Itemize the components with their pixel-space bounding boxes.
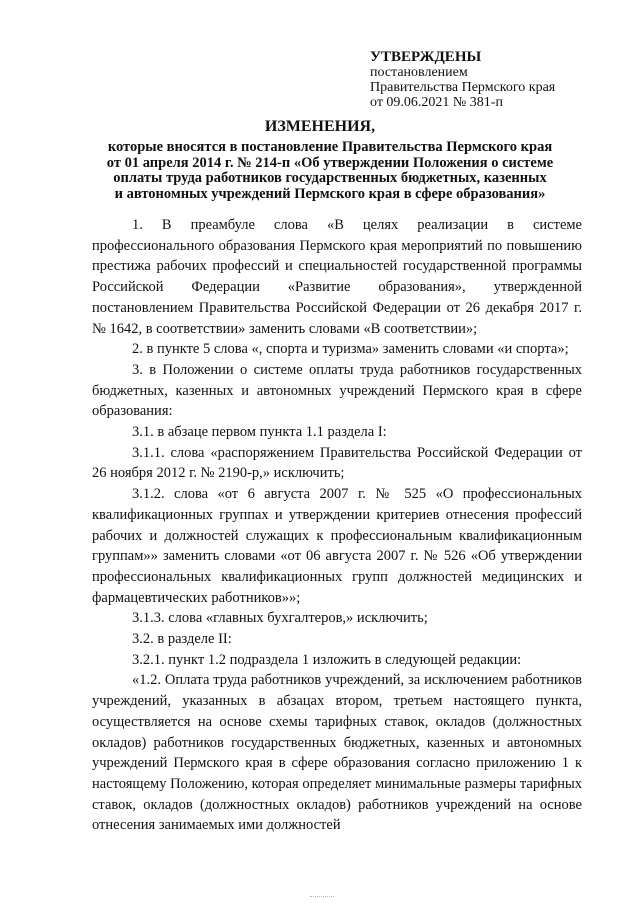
subtitle-line: которые вносятся в постановление Правительства Пермского края	[107, 139, 553, 155]
subtitle-line: от 01 апреля 2014 г. № 214-п «Об утверждении Положения о системе	[106, 154, 554, 171]
approval-date-number: от 09.06.2021 № 381-п	[370, 95, 503, 110]
subtitle-line: и автономных учреждений Пермского края в сфере образования»	[114, 185, 546, 202]
approval-title: УТВЕРЖДЕНЫ	[370, 49, 482, 65]
paragraph-3-2: 3.2. в разделе II:	[132, 631, 232, 648]
document-body	[92, 215, 582, 836]
paragraph-3: 3. в Положении о системе оплаты труда работников государственных бюджетных, казенных и автономных учреждений Пермского края в сфере образования:	[92, 361, 582, 420]
subtitle-line: оплаты труда работников государственных бюджетных, казенных	[113, 170, 547, 186]
paragraph-1: 1. В преамбуле слова «В целях реализации в системе профессионального образования Пермского края мероприятий по повышению престижа рабочих профессий и специальностей государственной программы Российской Федерации «Развитие образования», утвержденной постановлением Правительства Российской Федерации от 26 декабря 2017 г. № 1642, в соответствии» заменить словами «В соответствии»;	[92, 217, 582, 337]
paragraph-1-2-text: «1.2. Оплата труда работников учреждений, за исключением работников учреждений, указанных в абзацах втором, третьем настоящего пункта, осуществляется на основе схемы тарифных ставок, окладов (должностных окладов) работников государственных бюджетных, казенных и автономных учреждений Пермского края в сфере образования согласно приложению 1 к настоящему Положению, которая определяет минимальные размеры тарифных ставок, окладов (должностных окладов) работников учреждений на основе отнесения занимаемых ими должностей	[92, 672, 583, 834]
paragraph-3-1-1: 3.1.1. слова «распоряжением Правительства Российской Федерации от 26 ноября 2012 г. № 2190-р,» исключить;	[92, 444, 582, 482]
paragraph-3-1-2: 3.1.2. слова «от 6 августа 2007 г. № 525 «О профессиональных квалификационных группах и утверждении критериев отнесения профессий рабочих и должностей служащих к профессиональным квалификационным группам»» заменить словами «от 06 августа 2007 г. № 526 «Об утверждении профессиональных квалификационных групп должностей медицинских и фармацевтических работников»»;	[92, 486, 582, 606]
paragraph-3-1: 3.1. в абзаце первом пункта 1.1 раздела I:	[132, 424, 387, 441]
paragraph-2: 2. в пункте 5 слова «, спорта и туризма» заменить словами «и спорта»;	[132, 341, 569, 358]
approval-line: постановлением	[370, 65, 468, 80]
approval-line: Правительства Пермского края	[370, 80, 556, 95]
paragraph-3-1-3: 3.1.3. слова «главных бухгалтеров,» исключить;	[132, 610, 428, 627]
approval-block	[370, 50, 555, 110]
page-footer-mark	[310, 896, 334, 900]
document-subtitle	[60, 140, 600, 202]
paragraph-3-2-1: 3.2.1. пункт 1.2 подраздела 1 изложить в следующей редакции:	[132, 651, 522, 668]
document-title: ИЗМЕНЕНИЯ,	[264, 118, 376, 135]
